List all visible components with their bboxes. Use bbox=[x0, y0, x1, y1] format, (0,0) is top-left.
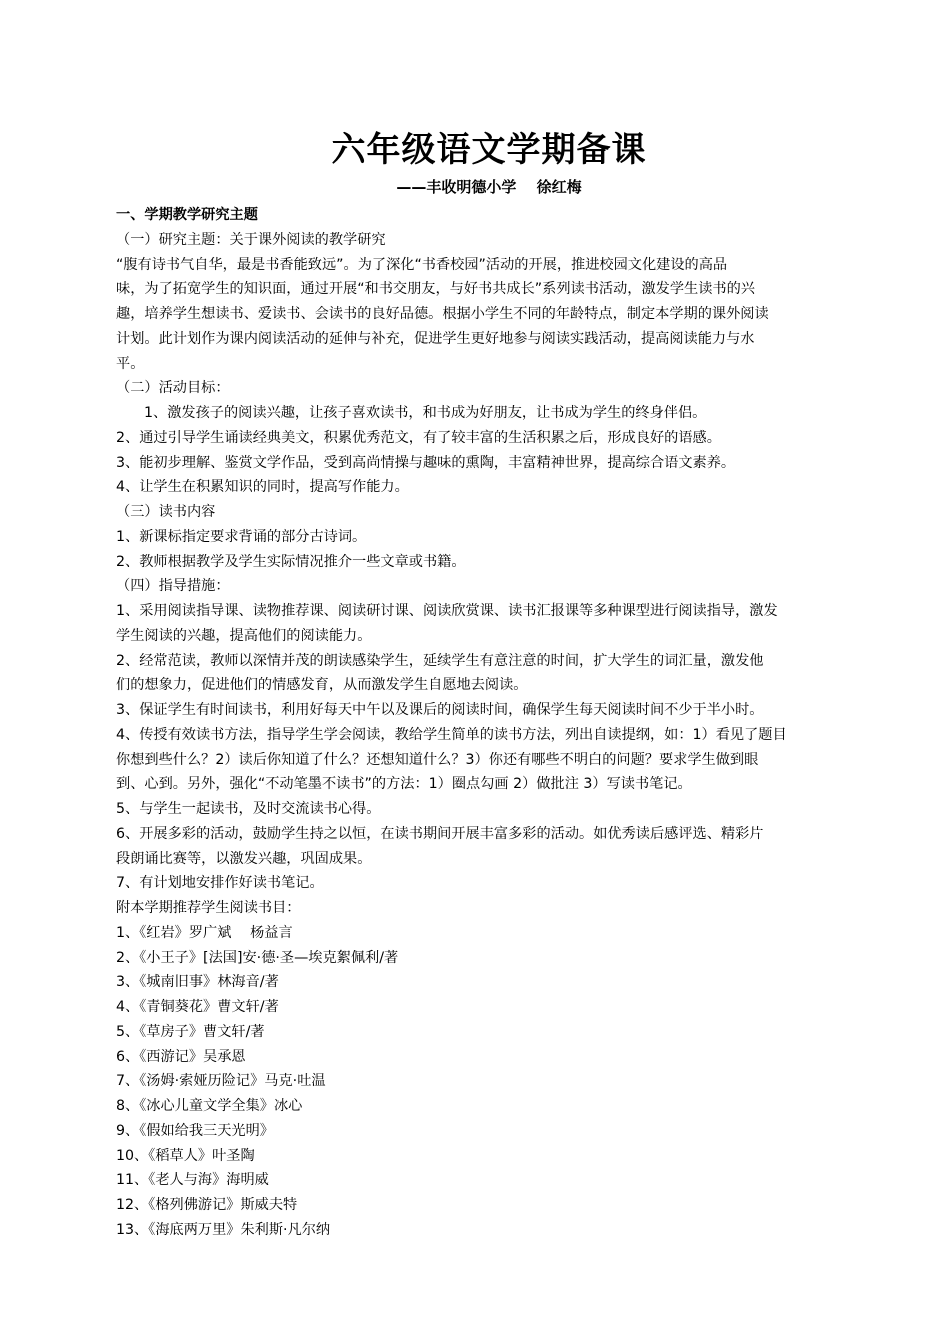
subsection-heading-topic: （一）研究主题：关于课外阅读的教学研究 bbox=[116, 231, 386, 248]
measure-line: 们的想象力，促进他们的情感发育，从而激发学生自愿地去阅读。 bbox=[116, 677, 528, 694]
book-item: 10、《稻草人》叶圣陶 bbox=[116, 1147, 255, 1164]
measure-line: 6、开展多彩的活动，鼓励学生持之以恒，在读书期间开展丰富多彩的活动。如优秀读后感评选、精彩片 bbox=[116, 825, 764, 842]
book-item: 13、《海底两万里》朱利斯·凡尔纳 bbox=[116, 1221, 331, 1238]
measure-line: 到、心到。另外，强化“不动笔墨不读书”的方法：1）圈点勾画 2）做批注 3）写读书笔记。 bbox=[116, 776, 692, 793]
measure-line: 2、经常范读，教师以深情并茂的朗读感染学生，延续学生有意注意的时间，扩大学生的词汇量，激发他 bbox=[116, 652, 764, 669]
book-item: 3、《城南旧事》林海音/著 bbox=[116, 974, 279, 991]
measure-line: 段朗诵比赛等，以激发兴趣，巩固成果。 bbox=[116, 850, 372, 867]
intro-line: 趣，培养学生想读书、爱读书、会读书的良好品德。根据小学生不同的年龄特点，制定本学期的课外阅读 bbox=[116, 306, 769, 322]
book-item: 1、《红岩》罗广斌 杨益言 bbox=[116, 924, 293, 941]
goal-item: 2、通过引导学生诵读经典美文，积累优秀范文，有了较丰富的生活积累之后，形成良好的语感。 bbox=[116, 429, 721, 446]
book-item: 5、《草房子》曹文轩/著 bbox=[116, 1023, 265, 1040]
measure-line: 学生阅读的兴趣，提高他们的阅读能力。 bbox=[116, 627, 372, 644]
goal-item: 4、让学生在积累知识的同时，提高写作能力。 bbox=[116, 479, 409, 496]
subsection-heading-goals: （二）活动目标： bbox=[116, 380, 230, 397]
measure-line: 你想到些什么？2）读后你知道了什么？还想知道什么？3）你还有哪些不明白的问题？要求学生做到眼 bbox=[116, 751, 759, 768]
intro-line: 味，为了拓宽学生的知识面，通过开展“和书交朋友，与好书共成长”系列读书活动，激发学生读书的兴 bbox=[116, 281, 755, 298]
section-heading: 一、学期教学研究主题 bbox=[116, 207, 258, 223]
book-item: 8、《冰心儿童文学全集》冰心 bbox=[116, 1098, 303, 1114]
intro-line: 平。 bbox=[116, 355, 145, 372]
measure-line: 5、与学生一起读书，及时交流读书心得。 bbox=[116, 801, 381, 817]
content-item: 2、教师根据教学及学生实际情况推介一些文章或书籍。 bbox=[116, 553, 466, 570]
book-item: 12、《格列佛游记》斯威夫特 bbox=[116, 1197, 298, 1213]
intro-line: “腹有诗书气自华，最是书香能致远”。为了深化“书香校园”活动的开展，推进校园文化建设的高品 bbox=[116, 256, 728, 273]
book-list-heading: 附本学期推荐学生阅读书目： bbox=[116, 900, 301, 916]
measure-line: 1、采用阅读指导课、读物推荐课、阅读研讨课、阅读欣赏课、读书汇报课等多种课型进行阅读指导，激发 bbox=[116, 603, 778, 619]
book-item: 2、《小王子》[法国]安·德·圣—埃克絮佩利/著 bbox=[116, 949, 399, 966]
page-subtitle: ——丰收明德小学 徐红梅 bbox=[396, 178, 582, 196]
goal-item: 1、激发孩子的阅读兴趣，让孩子喜欢读书，和书成为好朋友，让书成为学生的终身伴侣。 bbox=[144, 405, 707, 421]
measure-line: 3、保证学生有时间读书，利用好每天中午以及课后的阅读时间，确保学生每天阅读时间不少于半小时。 bbox=[116, 702, 764, 718]
book-item: 7、《汤姆·索娅历险记》马克·吐温 bbox=[116, 1073, 326, 1090]
subsection-heading-measures: （四）指导措施： bbox=[116, 578, 230, 595]
book-item: 6、《西游记》吴承恩 bbox=[116, 1048, 246, 1065]
content-item: 1、新课标指定要求背诵的部分古诗词。 bbox=[116, 528, 367, 545]
intro-line: 计划。此计划作为课内阅读活动的延伸与补充，促进学生更好地参与阅读实践活动，提高阅读能力与水 bbox=[116, 330, 755, 347]
book-item: 11、《老人与海》海明威 bbox=[116, 1172, 269, 1189]
measure-line: 4、传授有效读书方法，指导学生学会阅读，教给学生简单的读书方法，列出自读提纲，如：1）看见了题目 bbox=[116, 726, 787, 743]
book-item: 4、《青铜葵花》曹文轩/著 bbox=[116, 999, 279, 1015]
measure-line: 7、有计划地安排作好读书笔记。 bbox=[116, 875, 324, 892]
document-body bbox=[116, 203, 862, 1243]
subsection-heading-content: （三）读书内容 bbox=[116, 504, 216, 520]
page-title: 六年级语文学期备课 bbox=[331, 130, 647, 170]
goal-item: 3、能初步理解、鉴赏文学作品，受到高尚情操与趣味的熏陶，丰富精神世界，提高综合语文素养。 bbox=[116, 454, 736, 471]
book-item: 9、《假如给我三天光明》 bbox=[116, 1122, 274, 1139]
